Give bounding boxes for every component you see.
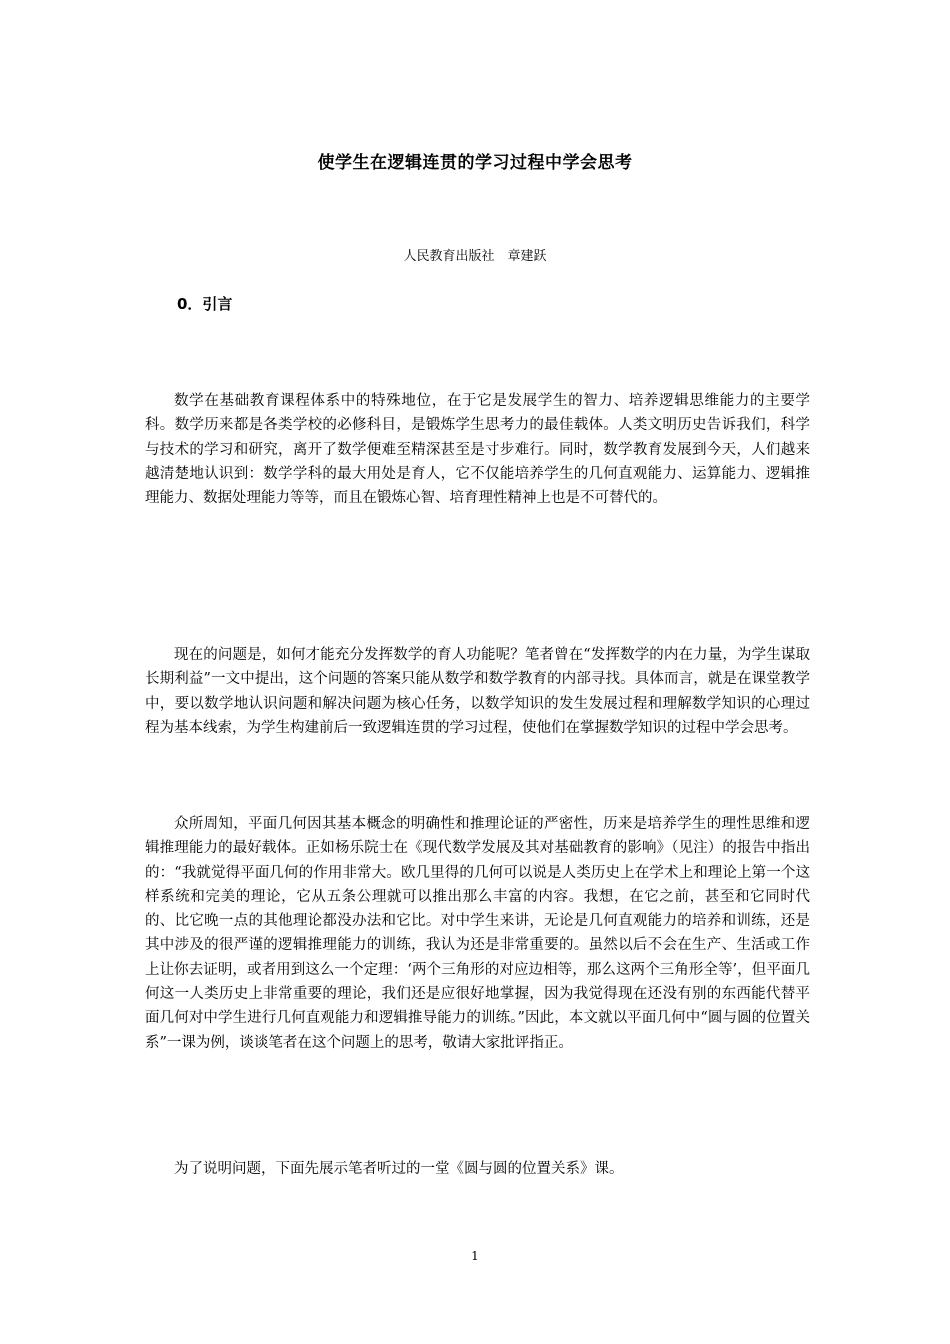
paragraph-1: 数学在基础教育课程体系中的特殊地位，在于它是发展学生的智力、培养逻辑思维能力的主要学科。数学历来都是各类学校的必修科目，是锻炼学生思考力的最佳载体。人类文明历史告诉我们，科学与技术的学习和研究，离开了数学便难至精深甚至是寸步难行。同时，数学教育发展到今天，人们越来越清楚地认识到：数学学科的最大用处是育人，它不仅能培养学生的几何直观能力、运算能力、逻辑推理能力、数据处理能力等等，而且在锻炼心智、培育理性精神上也是不可替代的。 <box>145 393 810 507</box>
paragraph-4: 为了说明问题，下面先展示笔者听过的一堂《圆与圆的位置关系》课。 <box>174 1161 624 1177</box>
paragraph-3: 众所周知，平面几何因其基本概念的明确性和推理论证的严密性，历来是培养学生的理性思维和逻辑推理能力的最好载体。正如杨乐院士在《现代数学发展及其对基础教育的影响》（见注）的报告中指出的：“我就觉得平面几何的作用非常大。欧几里得的几何可以说是人类历史上在学术上和理论上第一个这样系统和完美的理论，它从五条公理就可以推出那么丰富的内容。我想，在它之前，甚至和它同时代的、比它晚一点的其他理论都没办法和它比。对中学生来讲，无论是几何直观能力的培养和训练，还是其中涉及的很严谨的逻辑推理能力的训练，我认为还是非常重要的。虽然以后不会在生产、生活或工作上让你去证明，或者用到这么一个定理：‘两个三角形的对应边相等，那么这两个三角形全等’，但平面几何这一人类历史上非常重要的理论，我们还是应很好地掌握，因为我觉得现在还没有别的东西能代替平面几何对中学生进行几何直观能力和逻辑推导能力的训练。”因此，本文就以平面几何中“圆与圆的位置关系”一课为例，谈谈笔者在这个问题上的思考，敬请大家批评指正。 <box>145 816 810 1051</box>
page-number: 1 <box>471 1249 479 1263</box>
author-byline: 人民教育出版社 章建跃 <box>403 249 547 264</box>
document-title: 使学生在逻辑连贯的学习过程中学会思考 <box>317 153 633 173</box>
section-heading: 0．引言 <box>177 295 233 313</box>
paragraph-2: 现在的问题是，如何才能充分发挥数学的育人功能呢？笔者曾在“发挥数学的内在力量，为学生谋取长期利益”一文中提出，这个问题的答案只能从数学和数学教育的内部寻找。具体而言，就是在课堂教学中，要以数学地认识问题和解决问题为核心任务，以数学知识的发生发展过程和理解数学知识的心理过程为基本线索，为学生构建前后一致逻辑连贯的学习过程，使他们在掌握数学知识的过程中学会思考。 <box>145 647 810 736</box>
